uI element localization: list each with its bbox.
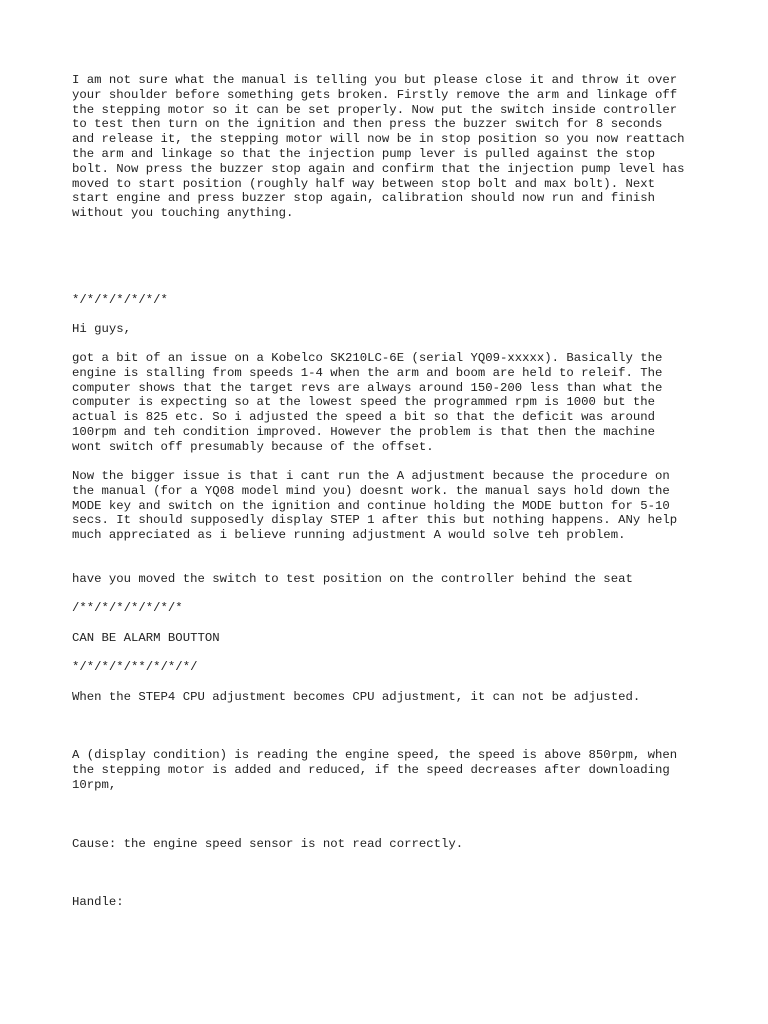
paragraph-greeting: Hi guys,: [72, 322, 132, 336]
paragraph-adjustment-issue: Now the bigger issue is that i cant run the A adjustment because the procedure on the manual (for a YQ08 model mind you) doesnt work. the manual says hold down the MODE key and switch on the ignition and continue holding the MODE button for 5-10 secs. It should supposedly display STEP 1 after this but nothing happens. ANy help much appreciated as i believe running adjustment A would solve teh problem.: [72, 469, 678, 543]
separator-line: /**/*/*/*/*/*/*: [72, 601, 183, 615]
separator-line: */*/*/*/*/*/*: [72, 293, 168, 307]
paragraph-handle: Handle:: [72, 895, 124, 909]
paragraph-reply-question: have you moved the switch to test position on the controller behind the seat: [72, 572, 633, 586]
paragraph-step4-note: When the STEP4 CPU adjustment becomes CPU adjustment, it can not be adjusted.: [72, 690, 641, 704]
paragraph-alarm-button: CAN BE ALARM BOUTTON: [72, 631, 220, 645]
separator-line: */*/*/*/**/*/*/*/: [72, 660, 198, 674]
paragraph-issue-description: got a bit of an issue on a Kobelco SK210LC-6E (serial YQ09-xxxxx). Basically the engine is stalling from speeds 1-4 when the arm and boom are held to releif. The computer shows that the target revs are always around 150-200 less than what the computer is expecting so at the lowest speed the programmed rpm is 1000 but the actual is 825 etc. So i adjusted the speed a bit so that the deficit was around 100rpm and teh condition improved. However the problem is that then the machine wont switch off presumably because of the offset.: [72, 351, 663, 454]
paragraph-display-condition: A (display condition) is reading the engine speed, the speed is above 850rpm, when the stepping motor is added and reduced, if the speed decreases after downloading 10rpm,: [72, 748, 678, 792]
paragraph-calibration-instructions: I am not sure what the manual is telling you but please close it and throw it over your shoulder before something gets broken. Firstly remove the arm and linkage off the stepping motor so it can be set properly. Now put the switch inside controller to test then turn on the ignition and then press the buzzer switch for 8 seconds and release it, the stepping motor will now be in stop position so you now reattach the arm and linkage so that the injection pump lever is pulled against the stop bolt. Now press the buzzer stop again and confirm that the injection pump level has moved to start position (roughly half way between stop bolt and max bolt). Next start engine and press buzzer stop again, calibration should now run and finish without you touching anything.: [72, 73, 685, 221]
paragraph-cause: Cause: the engine speed sensor is not read correctly.: [72, 837, 464, 851]
